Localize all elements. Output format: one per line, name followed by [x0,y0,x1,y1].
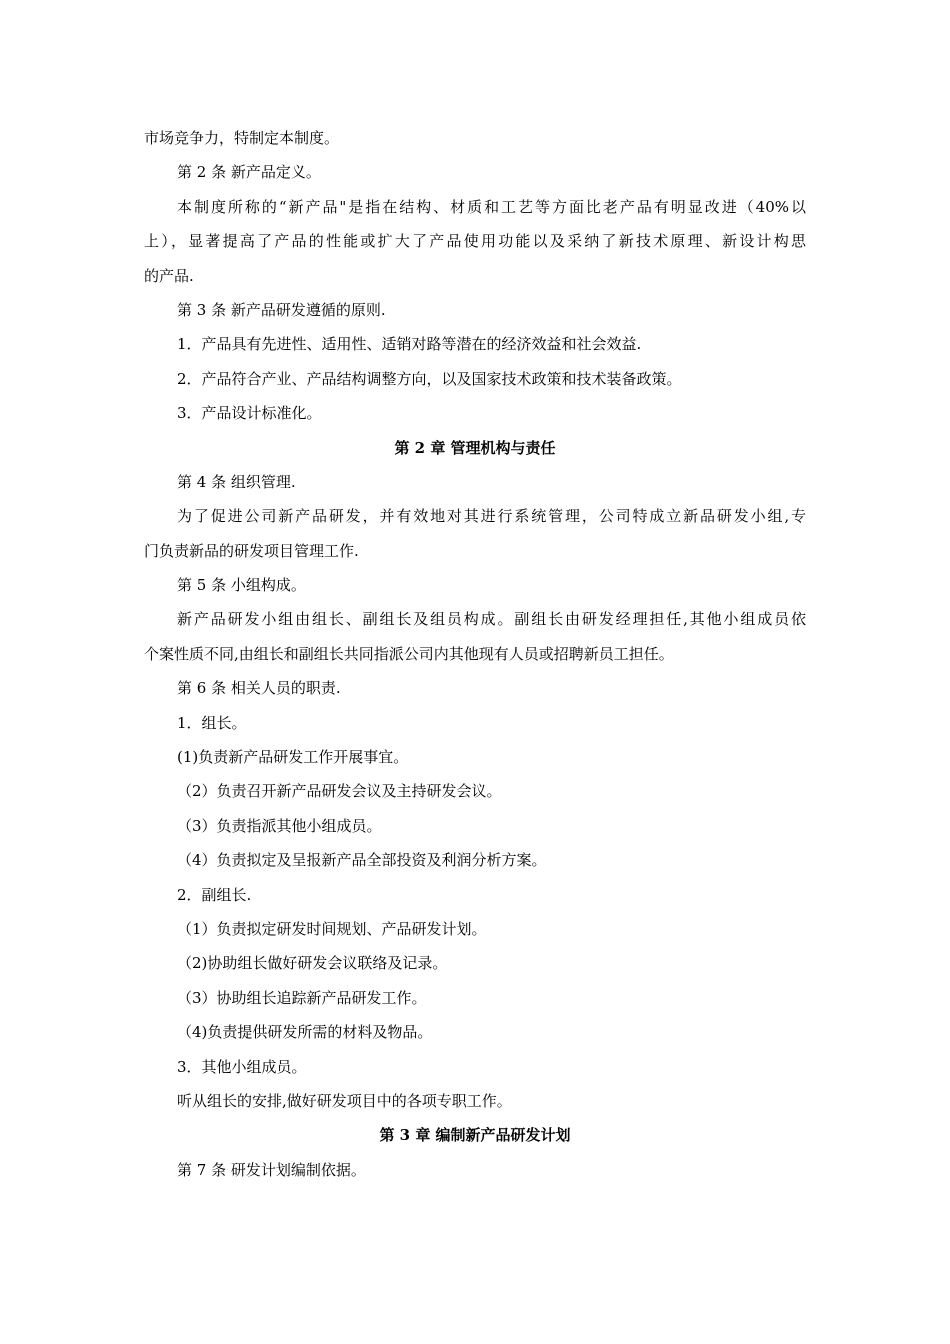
sub-list-item: （1）负责拟定研发时间规划、产品研发计划。 [177,919,487,938]
paragraph-line: 上），显著提高了产品的性能或扩大了产品使用功能以及采纳了新技术原理、新设计构思 [144,232,806,251]
article-3-title: 第 3 条 新产品研发遵循的原则. [177,300,386,319]
paragraph-line: 本制度所称的“新产品"是指在结构、材质和工艺等方面比老产品有明显改进（40%以 [177,197,806,216]
article-2-title: 第 2 条 新产品定义。 [177,163,321,182]
sub-list-item: （4)负责提供研发所需的材料及物品。 [177,1023,433,1042]
paragraph-line: 个案性质不同,由组长和副组长共同指派公司内其他现有人员或招聘新员工担任。 [144,644,674,663]
article-6-title: 第 6 条 相关人员的职责. [177,679,341,698]
paragraph-line: 新产品研发小组由组长、副组长及组员构成。副组长由研发经理担任,其他小组成员依 [177,610,806,629]
article-4-title: 第 4 条 组织管理. [177,472,296,491]
list-item: 1．组长。 [177,713,247,732]
article-7-title: 第 7 条 研发计划编制依据。 [177,1160,366,1179]
sub-list-item: （3）协助组长追踪新产品研发工作。 [177,988,427,1007]
list-item: 1．产品具有先进性、适用性、适销对路等潜在的经济效益和社会效益. [177,335,642,354]
document-page [144,121,806,1187]
sub-list-item: （2）负责召开新产品研发会议及主持研发会议。 [177,782,502,801]
list-item: 2．副组长. [177,885,252,904]
list-item: 3．其他小组成员。 [177,1057,307,1076]
paragraph-line: 为了促进公司新产品研发，并有效地对其进行系统管理，公司特成立新品研发小组,专 [177,507,806,526]
sub-list-item: (1)负责新产品研发工作开展事宜。 [177,748,409,767]
list-item: 2．产品符合产业、产品结构调整方向，以及国家技术政策和技术装备政策。 [177,369,682,388]
paragraph-line: 的产品. [144,266,194,285]
paragraph-line: 门负责新品的研发项目管理工作. [144,541,359,560]
sub-list-item: （4）负责拟定及呈报新产品全部投资及利润分析方案。 [177,851,547,870]
sub-list-item: （3）负责指派其他小组成员。 [177,816,382,835]
chapter-3-heading: 第 3 章 编制新产品研发计划 [379,1126,571,1145]
chapter-2-heading: 第 2 章 管理机构与责任 [394,438,556,457]
sub-list-item: （2)协助组长做好研发会议联络及记录。 [177,954,448,973]
paragraph-line: 听从组长的安排,做好研发项目中的各项专职工作。 [177,1091,512,1110]
list-item: 3．产品设计标准化。 [177,404,322,423]
paragraph-continuation: 市场竞争力，特制定本制度。 [144,129,340,147]
article-5-title: 第 5 条 小组构成。 [177,576,306,595]
